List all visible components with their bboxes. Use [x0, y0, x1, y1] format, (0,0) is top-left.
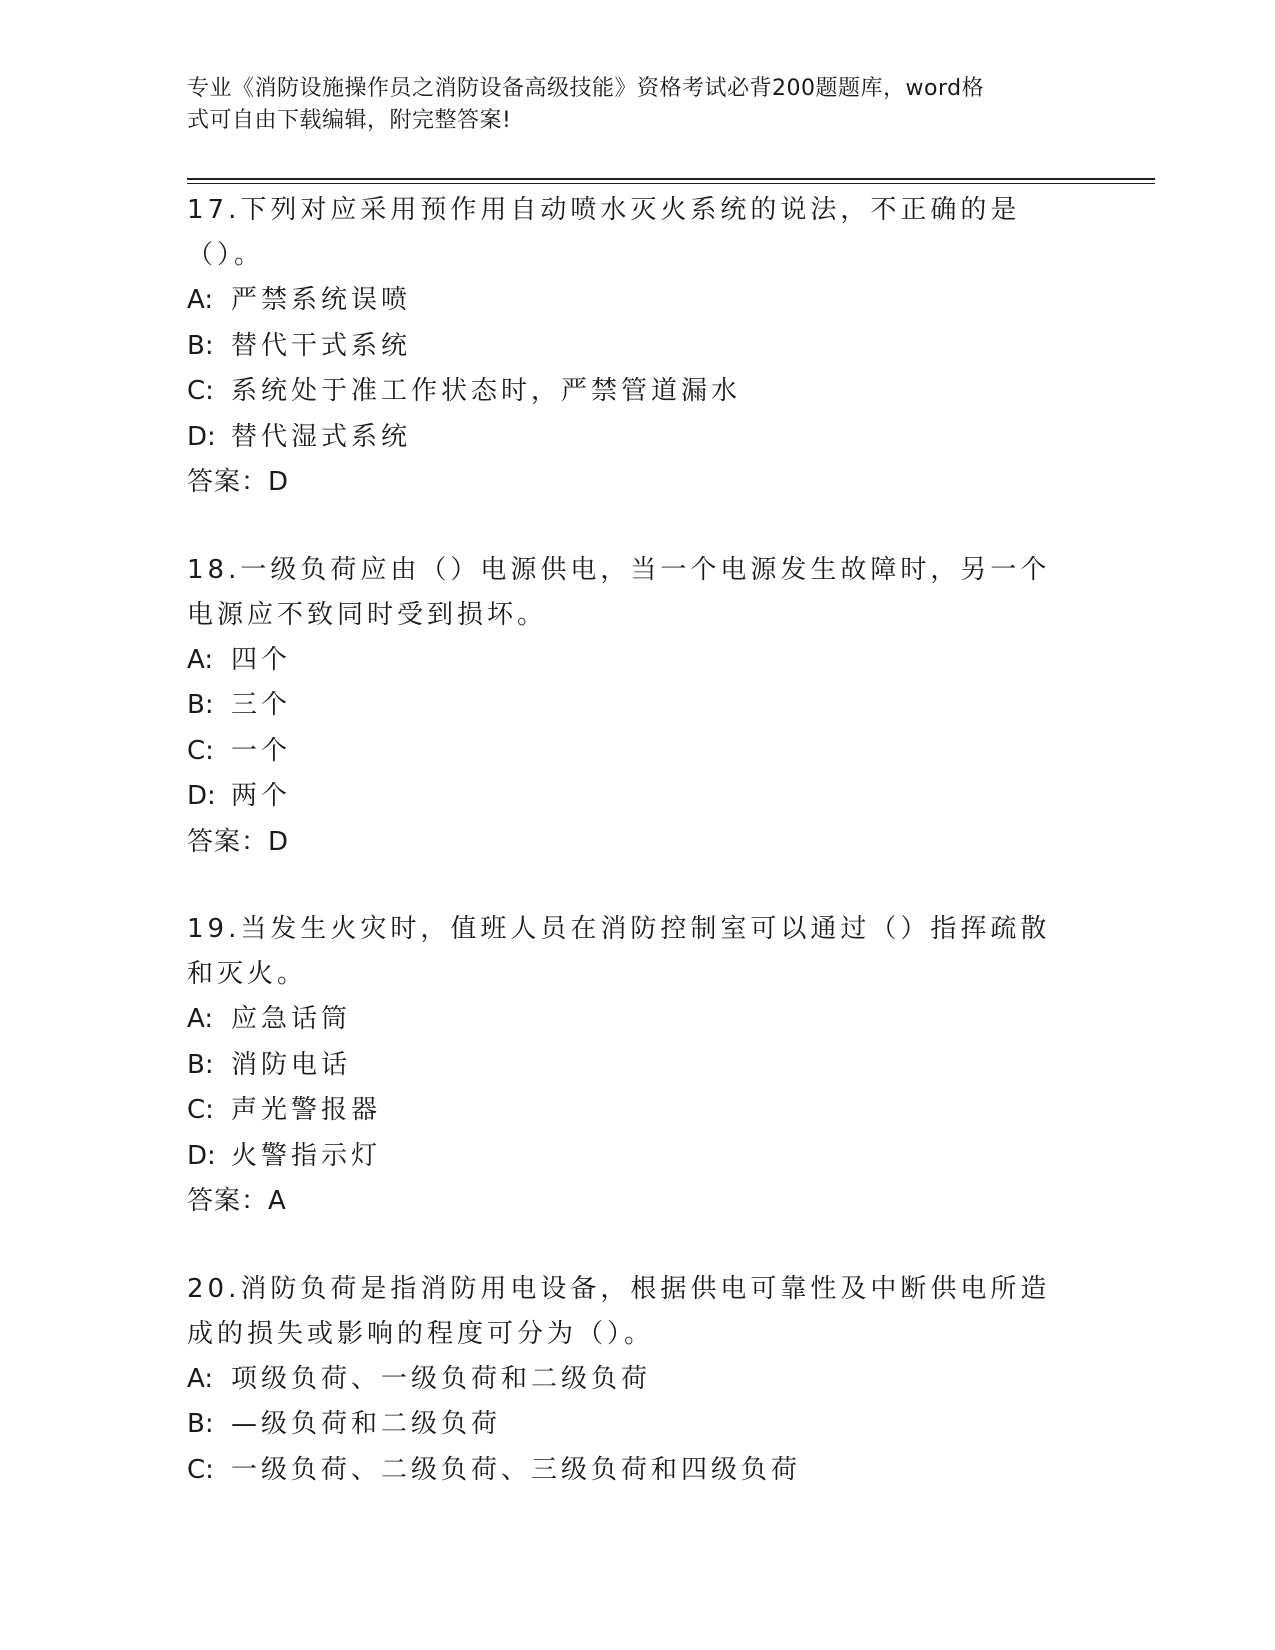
option-text: 项级负荷、一级负荷和二级负荷 [231, 1363, 652, 1394]
option-text: 消防电话 [231, 1049, 352, 1080]
header-divider-thick [187, 178, 1155, 180]
option-text: 替代湿式系统 [231, 421, 412, 452]
option-key: A: [187, 1004, 214, 1034]
answer-line: 答案：D [187, 826, 290, 857]
option-text: 替代干式系统 [231, 330, 412, 361]
option-text: 四个 [231, 644, 292, 675]
answer-line: 答案：D [187, 467, 290, 497]
option-key: B: [187, 1049, 214, 1080]
option-d [187, 774, 1067, 820]
option-c [187, 369, 1067, 415]
option-a [187, 638, 1067, 684]
option-text: 一级负荷、二级负荷、三级负荷和四级负荷 [231, 1454, 802, 1485]
option-a [187, 278, 1067, 324]
question-19 [187, 907, 1067, 1225]
question-17 [187, 188, 1067, 506]
document-header [187, 73, 1067, 137]
option-key: D: [187, 1140, 216, 1171]
question-spacer [187, 506, 1067, 548]
option-key: A: [187, 1363, 214, 1394]
option-b [187, 683, 1067, 729]
option-c [187, 1088, 1067, 1134]
option-text: 两个 [231, 781, 292, 811]
question-spacer [187, 1225, 1067, 1267]
option-key: C: [187, 1095, 214, 1125]
option-text: 三个 [231, 690, 292, 720]
option-b [187, 324, 1067, 370]
option-b [187, 1402, 1067, 1448]
answer-line: 答案：A [187, 1186, 287, 1216]
question-stem: 20.消防负荷是指消防用电设备，根据供电可靠性及中断供电所造成的损失或影响的程度可分为（）。 [187, 1273, 1051, 1349]
option-key: C: [187, 376, 214, 406]
option-key: B: [187, 330, 214, 361]
option-d [187, 415, 1067, 461]
option-key: A: [187, 285, 214, 315]
option-c [187, 729, 1067, 775]
question-stem: 18.一级负荷应由（）电源供电，当一个电源发生故障时，另一个电源应不致同时受到损坏。 [187, 554, 1051, 630]
question-stem: 17.下列对应采用预作用自动喷水灭火系统的说法，不正确的是（）。 [187, 195, 1021, 270]
option-text: 声光警报器 [231, 1095, 382, 1125]
option-text: 火警指示灯 [231, 1140, 382, 1171]
option-key: D: [187, 781, 216, 811]
option-key: A: [187, 644, 214, 675]
header-line-1: 专业《消防设施操作员之消防设备高级技能》资格考试必背200题题库，word格 [187, 76, 985, 101]
header-line-2: 式可自由下载编辑，附完整答案! [187, 108, 512, 133]
option-key: C: [187, 1454, 214, 1485]
option-a [187, 997, 1067, 1043]
option-d [187, 1134, 1067, 1180]
option-c [187, 1448, 1067, 1494]
question-spacer [187, 865, 1067, 907]
option-text: 严禁系统误喷 [231, 285, 412, 315]
option-text: 系统处于准工作状态时，严禁管道漏水 [231, 376, 742, 406]
option-text: —级负荷和二级负荷 [231, 1409, 502, 1439]
option-b [187, 1043, 1067, 1089]
option-key: B: [187, 690, 214, 720]
option-text: 一个 [231, 735, 292, 766]
question-stem: 19.当发生火灾时，值班人员在消防控制室可以通过（）指挥疏散和灭火。 [187, 914, 1051, 989]
option-a [187, 1357, 1067, 1403]
question-list [187, 188, 1067, 1493]
option-key: B: [187, 1409, 214, 1439]
header-divider-thin [187, 183, 1155, 184]
option-key: D: [187, 421, 216, 452]
question-20 [187, 1267, 1067, 1494]
option-text: 应急话筒 [231, 1004, 352, 1034]
question-18 [187, 548, 1067, 866]
option-key: C: [187, 735, 214, 766]
